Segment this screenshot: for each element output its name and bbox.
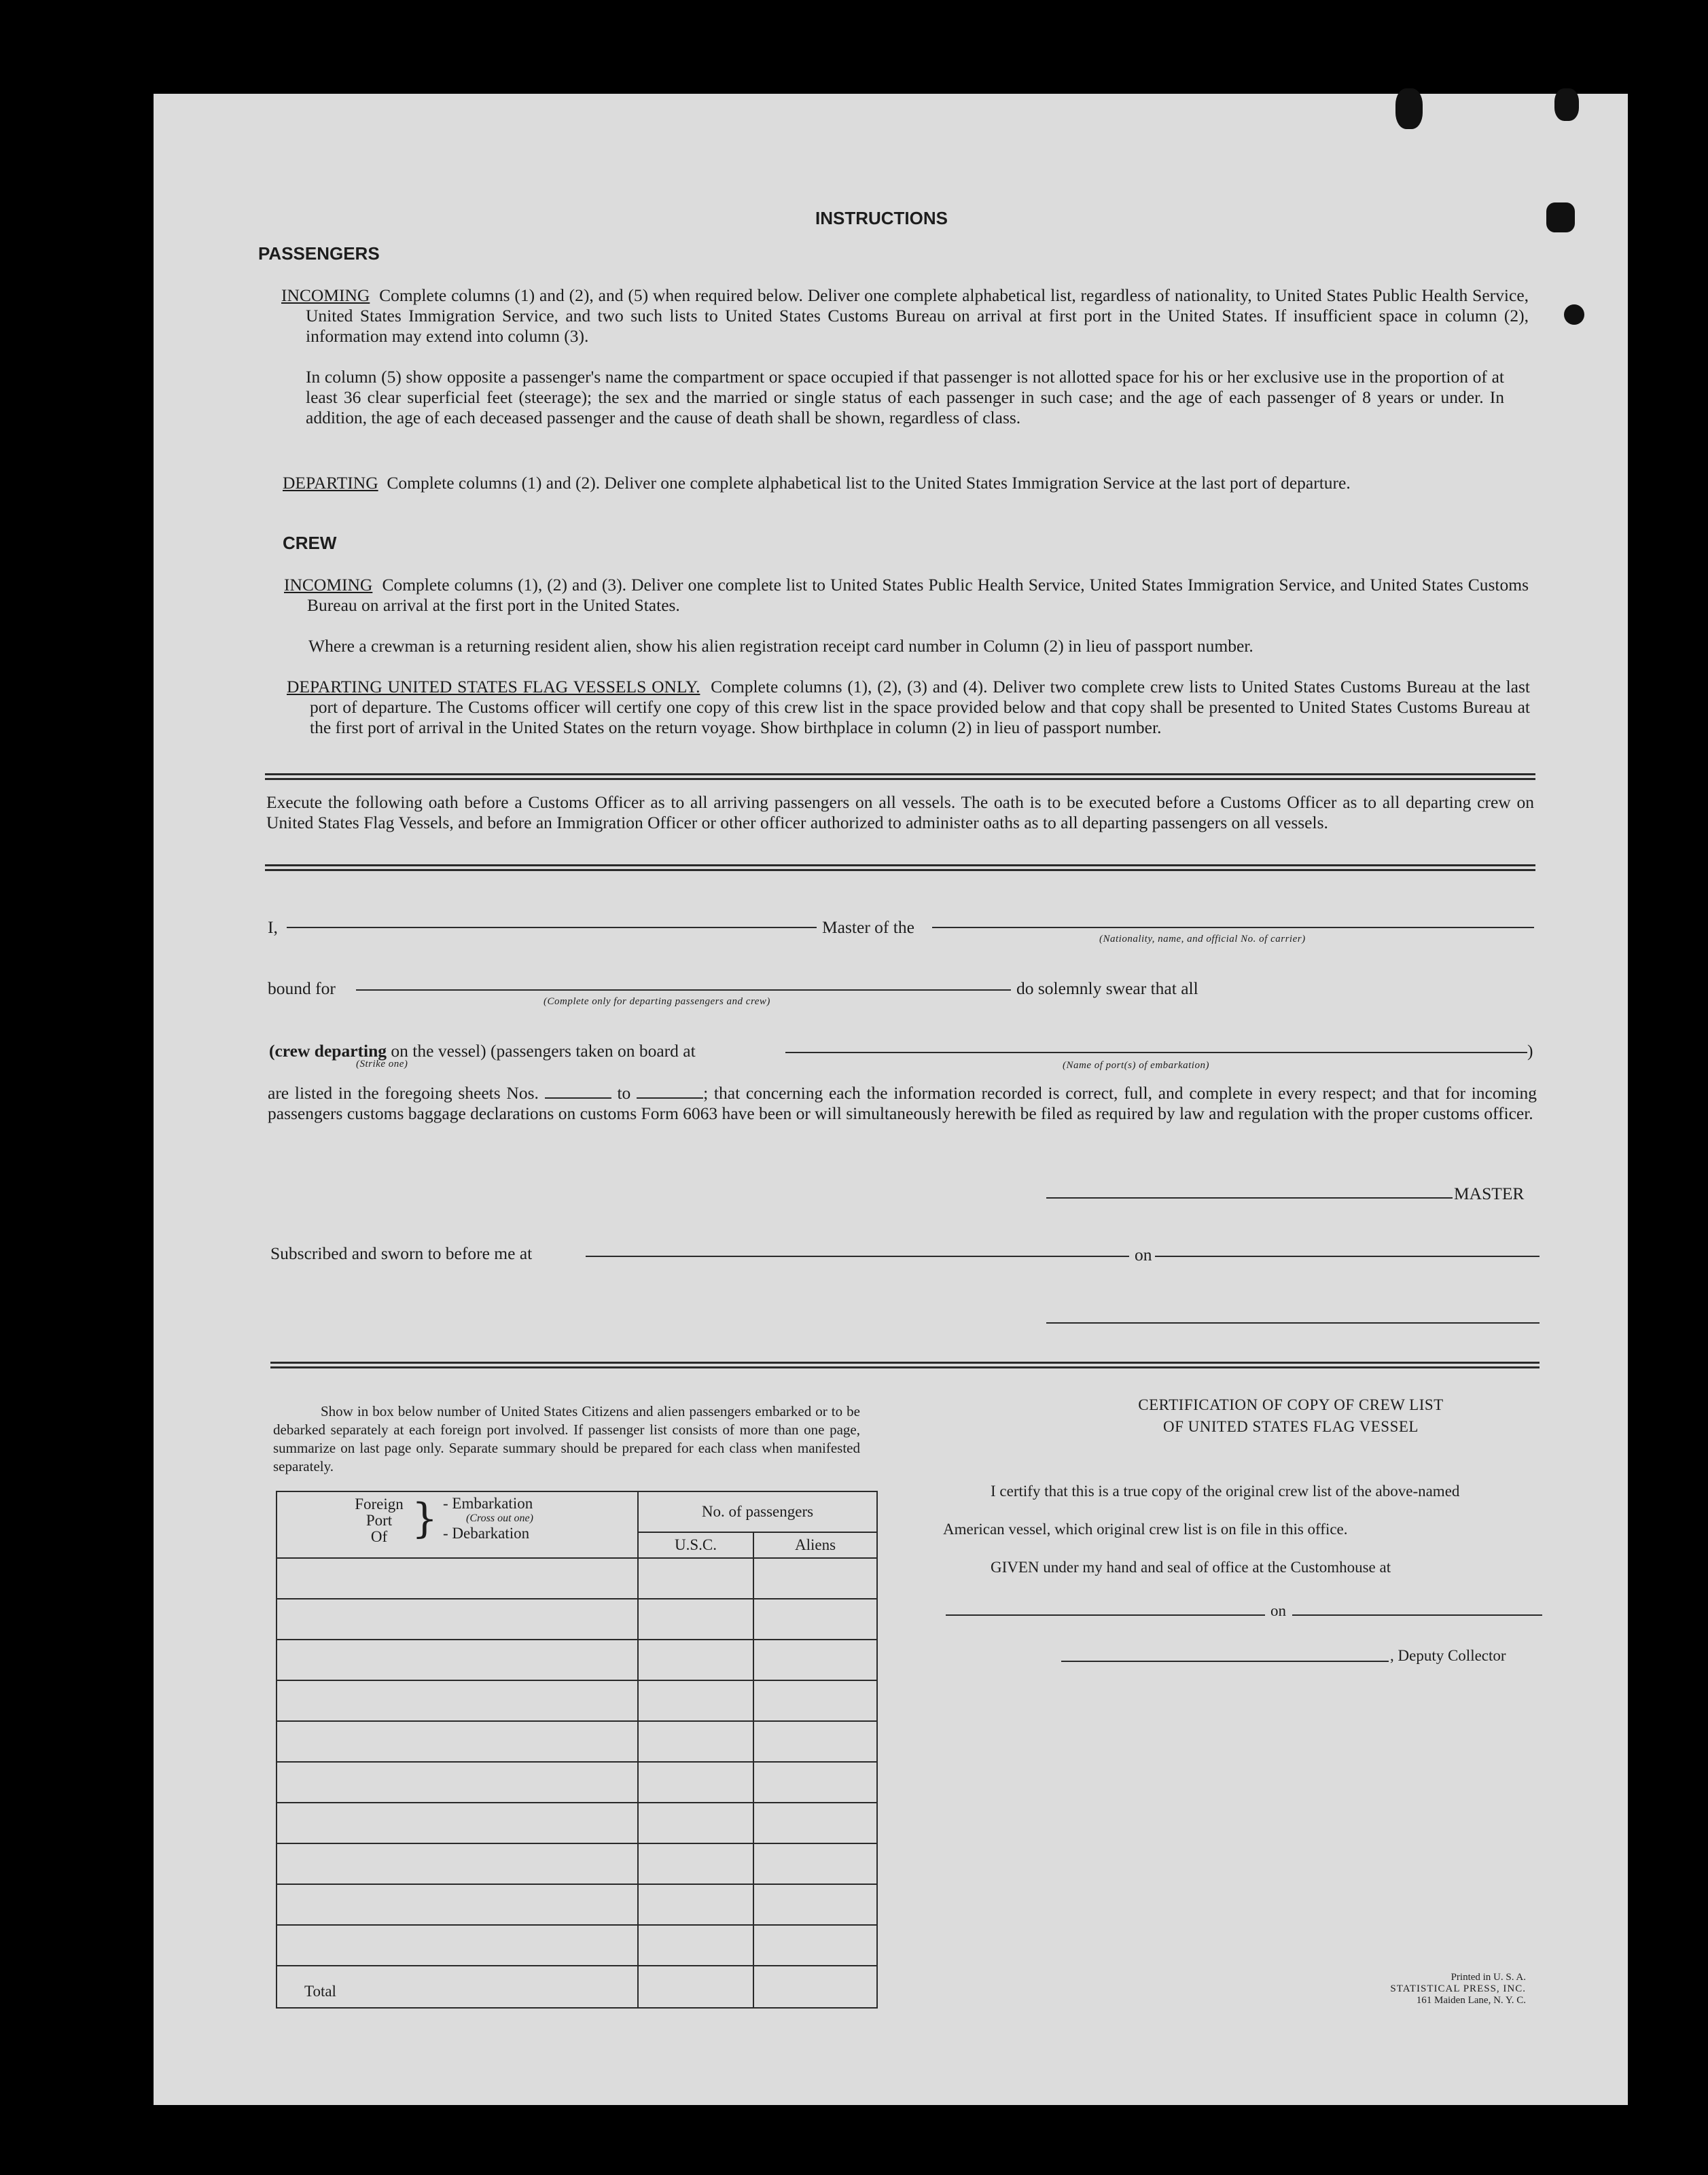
passengers-incoming xyxy=(281,285,1529,347)
debarkation-label: - Debarkation xyxy=(443,1525,530,1542)
passengers-departing-label: DEPARTING xyxy=(283,473,378,493)
usc-cell[interactable] xyxy=(638,1762,753,1803)
port-cell[interactable] xyxy=(277,1762,638,1803)
carrier-field[interactable] xyxy=(932,927,1534,928)
bound-for-label: bound for xyxy=(268,978,336,998)
table-row xyxy=(277,1884,877,1925)
strike-one-caption: (Strike one) xyxy=(356,1059,408,1069)
table-row xyxy=(277,1599,877,1640)
usc-cell[interactable] xyxy=(638,1640,753,1680)
port-cell[interactable] xyxy=(277,1680,638,1721)
usc-cell[interactable] xyxy=(638,1558,753,1599)
table-row xyxy=(277,1680,877,1721)
usc-cell[interactable] xyxy=(638,1599,753,1640)
port-cell[interactable] xyxy=(277,1803,638,1843)
total-label: Total xyxy=(277,1966,638,2008)
port-header-cell xyxy=(277,1491,638,1558)
passenger-summary-table xyxy=(276,1491,878,2009)
brace-icon: } xyxy=(412,1495,438,1542)
passengers-incoming-text: Complete columns (1) and (2), and (5) when required below. Deliver one complete alphabetical list, regardless of nationality, to United States Public Health Service, United States Immigration Service, and two such lists to United States Customs Bureau on arrival at first port in the United States. If insufficient space in column (2), information may extend into column (3). xyxy=(306,285,1529,346)
scan-blot xyxy=(1546,202,1575,232)
printer-imprint xyxy=(1322,1972,1526,2006)
carrier-caption: (Nationality, name, and official No. of carrier) xyxy=(1099,934,1306,944)
ports-caption: (Name of port(s) of embarkation) xyxy=(1063,1060,1209,1071)
aliens-cell[interactable] xyxy=(753,1558,877,1599)
divider xyxy=(270,1366,1540,1368)
port-cell[interactable] xyxy=(277,1884,638,1925)
table-row xyxy=(277,1721,877,1762)
certification-title-2: OF UNITED STATES FLAG VESSEL xyxy=(1163,1418,1419,1435)
oath-intro: Execute the following oath before a Customs Officer as to all arriving passengers on all vessels. The oath is to be executed before a Customs Officer as to all departing crew on United States Flag Vessels, and before an Immigration Officer or other officer authorized to administer oaths as to all departing passengers on all vessels. xyxy=(266,792,1534,832)
divider xyxy=(265,869,1535,871)
passengers-taken-text: (passengers taken on board at xyxy=(491,1041,696,1061)
usc-cell[interactable] xyxy=(638,1680,753,1721)
crew-passenger-line xyxy=(269,1041,696,1061)
crew-incoming xyxy=(284,575,1529,616)
to-label: to xyxy=(617,1083,631,1103)
deputy-collector-label: , Deputy Collector xyxy=(1390,1647,1506,1664)
port-cell[interactable] xyxy=(277,1925,638,1966)
passengers-column5: In column (5) show opposite a passenger's name the compartment or space occupied if that passenger is not allotted space for his or her exclusive use in the proportion of at least 36 clear superficial feet (steerage); the sex and the married or single status of each passenger in such case; and the age of each passenger of 8 years or under. In addition, the age of each deceased passenger and the cause of death shall be shown, regardless of class. xyxy=(306,367,1504,427)
foreign-label: Foreign xyxy=(355,1496,404,1513)
of-label: Of xyxy=(370,1528,388,1545)
certification-title-1: CERTIFICATION OF COPY OF CREW LIST xyxy=(1138,1396,1444,1413)
scan-blot xyxy=(1554,88,1579,121)
scan-blot xyxy=(1564,304,1584,325)
sworn-on-label: on xyxy=(1135,1245,1152,1265)
oath-body xyxy=(268,1083,1537,1124)
certification-line-1: I certify that this is a true copy of the original crew list of the above-named xyxy=(991,1483,1460,1500)
port-label: Port xyxy=(366,1512,393,1529)
certification-line-2: American vessel, which original crew list is on file in this office. xyxy=(943,1521,1348,1538)
aliens-cell[interactable] xyxy=(753,1884,877,1925)
swear-label: do solemnly swear that all xyxy=(1016,978,1198,998)
aliens-cell[interactable] xyxy=(753,1721,877,1762)
crew-departing-text: (crew departing xyxy=(269,1041,387,1061)
port-cell[interactable] xyxy=(277,1721,638,1762)
crew-incoming-label: INCOMING xyxy=(284,575,373,595)
table-row xyxy=(277,1558,877,1599)
passengers-incoming-label: INCOMING xyxy=(281,285,370,305)
aliens-total-cell[interactable] xyxy=(753,1966,877,2008)
usc-cell[interactable] xyxy=(638,1803,753,1843)
crew-departing-text: Complete columns (1), (2), (3) and (4). Deliver two complete crew lists to United States Customs Bureau at the last port of departure. The Customs officer will certify one copy of this crew list in the space provided below and that copy shall be presented to United States Customs Bureau at the first port of arrival in the United States on the return voyage. Show birthplace in column (2) in lieu of passport number. xyxy=(310,677,1531,737)
crew-heading: CREW xyxy=(283,533,337,553)
aliens-cell[interactable] xyxy=(753,1925,877,1966)
listed-label: are listed in the foregoing sheets Nos. xyxy=(268,1083,539,1103)
cross-out-label: (Cross out one) xyxy=(466,1513,533,1524)
sworn-place-field[interactable] xyxy=(586,1256,1129,1257)
sheet-to-field[interactable] xyxy=(637,1084,703,1099)
printer-line-2: STATISTICAL PRESS, INC. xyxy=(1390,1983,1526,1994)
divider xyxy=(265,864,1535,866)
passengers-heading: PASSENGERS xyxy=(258,243,380,264)
total-row xyxy=(277,1966,877,2008)
crew-incoming-text: Complete columns (1), (2) and (3). Deliver one complete list to United States Public Health Service, United States Immigration Service, and United States Customs Bureau on arrival at the first port in the United States. xyxy=(307,575,1529,615)
aliens-cell[interactable] xyxy=(753,1803,877,1843)
port-cell[interactable] xyxy=(277,1599,638,1640)
table-row xyxy=(277,1640,877,1680)
aliens-cell[interactable] xyxy=(753,1843,877,1884)
crew-departing xyxy=(287,677,1530,738)
listed-text: ; that concerning each the information recorded is correct, full, and complete in every respect; and that for incoming passengers customs baggage declarations on customs Form 6063 have been or will simultaneously herewith be filed as required by law and regulation with the proper customs officer. xyxy=(268,1083,1537,1123)
certification-line-3: GIVEN under my hand and seal of office at the Customhouse at xyxy=(991,1559,1391,1576)
printer-line-3: 161 Maiden Lane, N. Y. C. xyxy=(1416,1995,1526,2006)
table-row xyxy=(277,1925,877,1966)
embarkation-ports-field[interactable] xyxy=(785,1052,1527,1053)
sworn-date-field[interactable] xyxy=(1155,1256,1540,1257)
master-of-label: Master of the xyxy=(822,917,914,937)
usc-cell[interactable] xyxy=(638,1843,753,1884)
port-cell[interactable] xyxy=(277,1640,638,1680)
usc-cell[interactable] xyxy=(638,1884,753,1925)
subscribed-label: Subscribed and sworn to before me at xyxy=(270,1243,533,1263)
certification-on-label: on xyxy=(1270,1602,1286,1619)
certification-date-field[interactable] xyxy=(1292,1614,1542,1616)
divider xyxy=(265,778,1535,780)
divider xyxy=(265,773,1535,775)
sheet-from-field[interactable] xyxy=(545,1084,611,1099)
aliens-cell[interactable] xyxy=(753,1599,877,1640)
divider xyxy=(270,1362,1540,1364)
usc-cell[interactable] xyxy=(638,1721,753,1762)
bound-for-field[interactable] xyxy=(356,989,1011,991)
usc-header: U.S.C. xyxy=(638,1532,753,1558)
aliens-cell[interactable] xyxy=(753,1640,877,1680)
close-paren: ) xyxy=(1527,1041,1533,1061)
printer-line-1: Printed in U. S. A. xyxy=(1451,1972,1526,1983)
summary-instructions: Show in box below number of United States Citizens and alien passengers embarked or to be debarked separately at each foreign port involved. If passenger list consists of more than one page, summarize on last page only. Separate summary should be prepared for each class when manifested separately. xyxy=(273,1403,860,1474)
scan-blot xyxy=(1395,88,1423,129)
on-vessel-text: on the vessel) xyxy=(391,1041,486,1061)
crew-departing-label: DEPARTING UNITED STATES FLAG VESSELS ONLY. xyxy=(287,677,700,696)
bound-for-caption: (Complete only for departing passengers and crew) xyxy=(544,996,770,1007)
usc-cell[interactable] xyxy=(638,1925,753,1966)
aliens-header: Aliens xyxy=(753,1532,877,1558)
oath-i: I, xyxy=(268,917,278,937)
table-row xyxy=(277,1803,877,1843)
table-row xyxy=(277,1762,877,1803)
officer-signature-field[interactable] xyxy=(1046,1322,1540,1324)
deputy-collector-signature-field[interactable] xyxy=(1061,1661,1389,1662)
crew-alien-note: Where a crewman is a returning resident alien, show his alien registration receipt card number in Column (2) in lieu of passport number. xyxy=(308,636,1253,656)
no-passengers-header: No. of passengers xyxy=(638,1491,877,1532)
form-page xyxy=(154,94,1628,2105)
usc-total-cell[interactable] xyxy=(638,1966,753,2008)
passengers-departing-text: Complete columns (1) and (2). Deliver one complete alphabetical list to the United States Immigration Service at the last port of departure. xyxy=(387,473,1351,493)
page-title: INSTRUCTIONS xyxy=(815,208,948,228)
port-cell[interactable] xyxy=(277,1843,638,1884)
embarkation-label: - Embarkation xyxy=(443,1495,533,1512)
aliens-cell[interactable] xyxy=(753,1762,877,1803)
master-signature-field[interactable] xyxy=(1046,1197,1453,1199)
master-name-field[interactable] xyxy=(287,927,817,928)
port-cell[interactable] xyxy=(277,1558,638,1599)
master-label: MASTER xyxy=(1454,1184,1525,1203)
table-row xyxy=(277,1843,877,1884)
aliens-cell[interactable] xyxy=(753,1680,877,1721)
passengers-departing xyxy=(283,473,1527,493)
certification-title xyxy=(1053,1394,1529,1438)
customhouse-field[interactable] xyxy=(946,1614,1265,1616)
